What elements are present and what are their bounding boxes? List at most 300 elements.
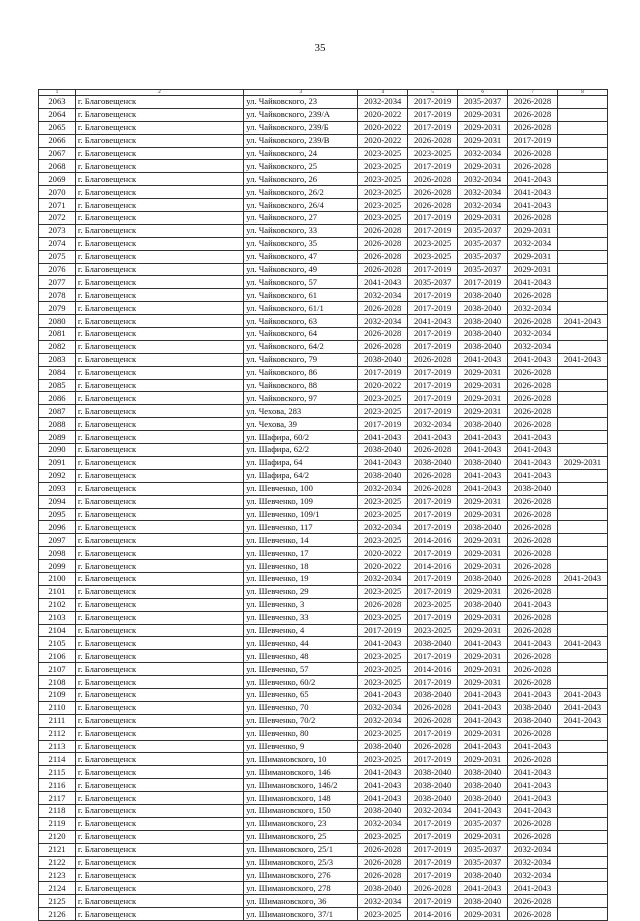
row-number-cell: 2101 bbox=[39, 585, 76, 598]
period-cell: 2026-2028 bbox=[508, 830, 558, 843]
table-row bbox=[39, 199, 608, 212]
city-cell: г. Благовещенск bbox=[75, 766, 243, 779]
period-cell: 2041-2043 bbox=[458, 701, 508, 714]
period-cell: 2041-2043 bbox=[358, 779, 408, 792]
period-cell: 2038-2040 bbox=[358, 882, 408, 895]
period-cell: 2029-2031 bbox=[458, 585, 508, 598]
period-cell: 2041-2043 bbox=[508, 276, 558, 289]
table-row bbox=[39, 328, 608, 341]
period-cell: 2026-2028 bbox=[358, 302, 408, 315]
period-cell: 2041-2043 bbox=[458, 431, 508, 444]
period-cell: 2029-2031 bbox=[508, 263, 558, 276]
period-cell: 2026-2028 bbox=[508, 547, 558, 560]
period-cell: 2017-2019 bbox=[408, 650, 458, 663]
row-number-cell: 2066 bbox=[39, 134, 76, 147]
table-row bbox=[39, 495, 608, 508]
period-cell: 2029-2031 bbox=[458, 366, 508, 379]
period-cell: 2035-2037 bbox=[458, 263, 508, 276]
period-cell bbox=[557, 405, 607, 418]
period-cell: 2038-2040 bbox=[458, 340, 508, 353]
period-cell bbox=[557, 469, 607, 482]
address-cell: ул. Шевченко, 29 bbox=[244, 585, 358, 598]
period-cell: 2041-2043 bbox=[557, 315, 607, 328]
address-cell: ул. Шевченко, 9 bbox=[244, 740, 358, 753]
column-number: 4 bbox=[358, 90, 408, 96]
period-cell: 2017-2019 bbox=[408, 121, 458, 134]
city-cell: г. Благовещенск bbox=[75, 598, 243, 611]
row-number-cell: 2107 bbox=[39, 663, 76, 676]
period-cell: 2026-2028 bbox=[508, 534, 558, 547]
city-cell: г. Благовещенск bbox=[75, 379, 243, 392]
period-cell: 2026-2028 bbox=[508, 212, 558, 225]
period-cell: 2017-2019 bbox=[358, 366, 408, 379]
table-row bbox=[39, 508, 608, 521]
address-cell: ул. Шевченко, 57 bbox=[244, 663, 358, 676]
row-number-cell: 2112 bbox=[39, 727, 76, 740]
period-cell: 2026-2028 bbox=[508, 521, 558, 534]
period-cell: 2026-2028 bbox=[508, 405, 558, 418]
period-cell bbox=[557, 186, 607, 199]
city-cell: г. Благовещенск bbox=[75, 843, 243, 856]
city-cell: г. Благовещенск bbox=[75, 792, 243, 805]
address-cell: ул. Шимановского, 146/2 bbox=[244, 779, 358, 792]
period-cell bbox=[557, 250, 607, 263]
period-cell: 2017-2019 bbox=[408, 830, 458, 843]
period-cell bbox=[557, 302, 607, 315]
address-cell: ул. Чайковского, 239/Б bbox=[244, 121, 358, 134]
address-cell: ул. Шевченко, 4 bbox=[244, 624, 358, 637]
period-cell: 2029-2031 bbox=[557, 456, 607, 469]
table-row bbox=[39, 418, 608, 431]
city-cell: г. Благовещенск bbox=[75, 508, 243, 521]
column-number: 5 bbox=[408, 90, 458, 96]
period-cell: 2017-2019 bbox=[358, 418, 408, 431]
address-cell: ул. Чайковского, 61/1 bbox=[244, 302, 358, 315]
period-cell: 2026-2028 bbox=[508, 585, 558, 598]
page-number: 35 bbox=[314, 42, 326, 54]
row-number-cell: 2069 bbox=[39, 173, 76, 186]
period-cell: 2041-2043 bbox=[408, 315, 458, 328]
period-cell: 2041-2043 bbox=[557, 714, 607, 727]
city-cell: г. Благовещенск bbox=[75, 624, 243, 637]
period-cell: 2032-2034 bbox=[408, 804, 458, 817]
period-cell: 2038-2040 bbox=[358, 469, 408, 482]
period-cell: 2026-2028 bbox=[508, 160, 558, 173]
period-cell: 2041-2043 bbox=[458, 637, 508, 650]
address-cell: ул. Шевченко, 48 bbox=[244, 650, 358, 663]
table-row bbox=[39, 108, 608, 121]
period-cell: 2026-2028 bbox=[408, 714, 458, 727]
address-cell: ул. Шафира, 64 bbox=[244, 456, 358, 469]
period-cell: 2029-2031 bbox=[458, 611, 508, 624]
city-cell: г. Благовещенск bbox=[75, 572, 243, 585]
address-cell: ул. Шевченко, 80 bbox=[244, 727, 358, 740]
address-cell: ул. Шевченко, 109/1 bbox=[244, 508, 358, 521]
period-cell: 2041-2043 bbox=[508, 199, 558, 212]
address-cell: ул. Шимановского, 25/3 bbox=[244, 856, 358, 869]
address-cell: ул. Чайковского, 97 bbox=[244, 392, 358, 405]
address-cell: ул. Чайковского, 27 bbox=[244, 212, 358, 225]
period-cell: 2017-2019 bbox=[408, 108, 458, 121]
row-number-cell: 2100 bbox=[39, 572, 76, 585]
period-cell: 2023-2025 bbox=[358, 663, 408, 676]
table-row bbox=[39, 366, 608, 379]
period-cell: 2017-2019 bbox=[408, 160, 458, 173]
table-row bbox=[39, 147, 608, 160]
period-cell: 2023-2025 bbox=[358, 173, 408, 186]
period-cell bbox=[557, 212, 607, 225]
period-cell bbox=[557, 289, 607, 302]
row-number-cell: 2097 bbox=[39, 534, 76, 547]
period-cell: 2017-2019 bbox=[408, 753, 458, 766]
period-cell: 2041-2043 bbox=[358, 431, 408, 444]
period-cell: 2038-2040 bbox=[358, 444, 408, 457]
period-cell: 2026-2028 bbox=[508, 366, 558, 379]
table-row bbox=[39, 830, 608, 843]
period-cell bbox=[557, 444, 607, 457]
period-cell: 2038-2040 bbox=[408, 766, 458, 779]
period-cell: 2041-2043 bbox=[358, 637, 408, 650]
row-number-cell: 2102 bbox=[39, 598, 76, 611]
period-cell: 2023-2025 bbox=[358, 753, 408, 766]
period-cell: 2029-2031 bbox=[458, 379, 508, 392]
period-cell: 2041-2043 bbox=[408, 431, 458, 444]
city-cell: г. Благовещенск bbox=[75, 804, 243, 817]
period-cell bbox=[557, 366, 607, 379]
table-row bbox=[39, 263, 608, 276]
period-cell: 2041-2043 bbox=[557, 688, 607, 701]
period-cell: 2041-2043 bbox=[358, 276, 408, 289]
row-number-cell: 2124 bbox=[39, 882, 76, 895]
period-cell: 2032-2034 bbox=[458, 186, 508, 199]
address-cell: ул. Шимановского, 150 bbox=[244, 804, 358, 817]
table-row bbox=[39, 456, 608, 469]
table-row bbox=[39, 869, 608, 882]
period-cell bbox=[557, 482, 607, 495]
period-cell: 2032-2034 bbox=[358, 817, 408, 830]
period-cell bbox=[557, 263, 607, 276]
period-cell bbox=[557, 650, 607, 663]
period-cell: 2038-2040 bbox=[458, 302, 508, 315]
city-cell: г. Благовещенск bbox=[75, 482, 243, 495]
address-cell: ул. Шевченко, 44 bbox=[244, 637, 358, 650]
city-cell: г. Благовещенск bbox=[75, 701, 243, 714]
period-cell: 2023-2025 bbox=[358, 186, 408, 199]
address-cell: ул. Шевченко, 33 bbox=[244, 611, 358, 624]
period-cell: 2041-2043 bbox=[358, 766, 408, 779]
period-cell: 2029-2031 bbox=[458, 560, 508, 573]
period-cell: 2038-2040 bbox=[458, 456, 508, 469]
period-cell: 2038-2040 bbox=[458, 895, 508, 908]
period-cell: 2029-2031 bbox=[458, 830, 508, 843]
city-cell: г. Благовещенск bbox=[75, 405, 243, 418]
address-cell: ул. Чайковского, 239/А bbox=[244, 108, 358, 121]
period-cell: 2041-2043 bbox=[508, 431, 558, 444]
period-cell: 2029-2031 bbox=[458, 134, 508, 147]
period-cell: 2017-2019 bbox=[408, 869, 458, 882]
period-cell: 2032-2034 bbox=[508, 328, 558, 341]
period-cell: 2041-2043 bbox=[508, 456, 558, 469]
period-cell bbox=[557, 779, 607, 792]
address-cell: ул. Чайковского, 64 bbox=[244, 328, 358, 341]
period-cell: 2026-2028 bbox=[508, 676, 558, 689]
period-cell: 2041-2043 bbox=[358, 456, 408, 469]
period-cell bbox=[557, 663, 607, 676]
address-cell: ул. Шимановского, 148 bbox=[244, 792, 358, 805]
city-cell: г. Благовещенск bbox=[75, 727, 243, 740]
period-cell: 2026-2028 bbox=[358, 869, 408, 882]
period-cell: 2023-2025 bbox=[358, 534, 408, 547]
table-row bbox=[39, 611, 608, 624]
period-cell: 2041-2043 bbox=[458, 353, 508, 366]
period-cell: 2023-2025 bbox=[358, 392, 408, 405]
row-number-cell: 2110 bbox=[39, 701, 76, 714]
row-number-cell: 2087 bbox=[39, 405, 76, 418]
period-cell bbox=[557, 173, 607, 186]
table-row bbox=[39, 444, 608, 457]
period-cell bbox=[557, 585, 607, 598]
row-number-cell: 2096 bbox=[39, 521, 76, 534]
row-number-cell: 2091 bbox=[39, 456, 76, 469]
row-number-cell: 2113 bbox=[39, 740, 76, 753]
period-cell: 2041-2043 bbox=[557, 701, 607, 714]
period-cell bbox=[557, 521, 607, 534]
period-cell: 2035-2037 bbox=[458, 224, 508, 237]
period-cell: 2041-2043 bbox=[458, 444, 508, 457]
city-cell: г. Благовещенск bbox=[75, 534, 243, 547]
city-cell: г. Благовещенск bbox=[75, 199, 243, 212]
city-cell: г. Благовещенск bbox=[75, 328, 243, 341]
period-cell: 2026-2028 bbox=[358, 340, 408, 353]
period-cell: 2029-2031 bbox=[458, 676, 508, 689]
city-cell: г. Благовещенск bbox=[75, 753, 243, 766]
period-cell: 2023-2025 bbox=[408, 250, 458, 263]
row-number-cell: 2074 bbox=[39, 237, 76, 250]
period-cell: 2032-2034 bbox=[508, 856, 558, 869]
city-cell: г. Благовещенск bbox=[75, 237, 243, 250]
period-cell bbox=[557, 727, 607, 740]
row-number-cell: 2082 bbox=[39, 340, 76, 353]
period-cell: 2023-2025 bbox=[358, 212, 408, 225]
address-cell: ул. Чайковского, 26 bbox=[244, 173, 358, 186]
period-cell: 2026-2028 bbox=[408, 740, 458, 753]
period-cell: 2041-2043 bbox=[458, 714, 508, 727]
address-cell: ул. Чайковского, 23 bbox=[244, 96, 358, 109]
city-cell: г. Благовещенск bbox=[75, 714, 243, 727]
period-cell: 2023-2025 bbox=[358, 676, 408, 689]
period-cell bbox=[557, 753, 607, 766]
city-cell: г. Благовещенск bbox=[75, 366, 243, 379]
table-row bbox=[39, 908, 608, 921]
table-row bbox=[39, 276, 608, 289]
period-cell: 2041-2043 bbox=[557, 637, 607, 650]
city-cell: г. Благовещенск bbox=[75, 392, 243, 405]
column-number: 6 bbox=[458, 90, 508, 96]
period-cell: 2041-2043 bbox=[508, 637, 558, 650]
period-cell: 2026-2028 bbox=[508, 611, 558, 624]
table-row bbox=[39, 663, 608, 676]
city-cell: г. Благовещенск bbox=[75, 830, 243, 843]
period-cell: 2029-2031 bbox=[458, 663, 508, 676]
period-cell: 2017-2019 bbox=[408, 817, 458, 830]
period-cell: 2038-2040 bbox=[458, 315, 508, 328]
period-cell: 2017-2019 bbox=[408, 572, 458, 585]
period-cell bbox=[557, 598, 607, 611]
period-cell: 2026-2028 bbox=[408, 701, 458, 714]
period-cell bbox=[557, 418, 607, 431]
row-number-cell: 2117 bbox=[39, 792, 76, 805]
period-cell: 2038-2040 bbox=[458, 779, 508, 792]
period-cell bbox=[557, 534, 607, 547]
period-cell: 2017-2019 bbox=[408, 495, 458, 508]
period-cell bbox=[557, 547, 607, 560]
table-row bbox=[39, 688, 608, 701]
period-cell: 2041-2043 bbox=[508, 779, 558, 792]
period-cell: 2041-2043 bbox=[508, 766, 558, 779]
period-cell: 2020-2022 bbox=[358, 379, 408, 392]
period-cell: 2017-2019 bbox=[408, 676, 458, 689]
city-cell: г. Благовещенск bbox=[75, 560, 243, 573]
period-cell: 2026-2028 bbox=[358, 328, 408, 341]
address-cell: ул. Чайковского, 33 bbox=[244, 224, 358, 237]
city-cell: г. Благовещенск bbox=[75, 688, 243, 701]
city-cell: г. Благовещенск bbox=[75, 315, 243, 328]
period-cell: 2026-2028 bbox=[508, 147, 558, 160]
period-cell: 2023-2025 bbox=[358, 147, 408, 160]
address-cell: ул. Чайковского, 26/2 bbox=[244, 186, 358, 199]
city-cell: г. Благовещенск bbox=[75, 121, 243, 134]
column-number: 2 bbox=[75, 90, 243, 96]
table-row bbox=[39, 482, 608, 495]
period-cell: 2035-2037 bbox=[458, 817, 508, 830]
period-cell bbox=[557, 147, 607, 160]
row-number-cell: 2090 bbox=[39, 444, 76, 457]
address-cell: ул. Шафира, 62/2 bbox=[244, 444, 358, 457]
row-number-cell: 2084 bbox=[39, 366, 76, 379]
period-cell: 2023-2025 bbox=[408, 147, 458, 160]
period-cell: 2014-2016 bbox=[408, 908, 458, 921]
column-number: 1 bbox=[39, 90, 76, 96]
period-cell: 2029-2031 bbox=[458, 212, 508, 225]
address-cell: ул. Шевченко, 14 bbox=[244, 534, 358, 547]
period-cell: 2032-2034 bbox=[358, 521, 408, 534]
period-cell: 2023-2025 bbox=[358, 508, 408, 521]
period-cell: 2035-2037 bbox=[458, 843, 508, 856]
period-cell: 2029-2031 bbox=[458, 727, 508, 740]
period-cell: 2020-2022 bbox=[358, 121, 408, 134]
period-cell: 2017-2019 bbox=[408, 895, 458, 908]
address-cell: ул. Шевченко, 100 bbox=[244, 482, 358, 495]
table-row bbox=[39, 650, 608, 663]
period-cell: 2026-2028 bbox=[508, 650, 558, 663]
period-cell: 2026-2028 bbox=[508, 753, 558, 766]
period-cell: 2026-2028 bbox=[508, 624, 558, 637]
table-row bbox=[39, 701, 608, 714]
address-cell: ул. Шевченко, 70/2 bbox=[244, 714, 358, 727]
city-cell: г. Благовещенск bbox=[75, 456, 243, 469]
row-number-cell: 2115 bbox=[39, 766, 76, 779]
address-cell: ул. Чайковского, 26/4 bbox=[244, 199, 358, 212]
table-row bbox=[39, 534, 608, 547]
period-cell: 2026-2028 bbox=[508, 495, 558, 508]
address-cell: ул. Чайковского, 47 bbox=[244, 250, 358, 263]
city-cell: г. Благовещенск bbox=[75, 186, 243, 199]
period-cell: 2038-2040 bbox=[358, 804, 408, 817]
row-number-cell: 2080 bbox=[39, 315, 76, 328]
row-number-cell: 2081 bbox=[39, 328, 76, 341]
table-row bbox=[39, 237, 608, 250]
period-cell: 2017-2019 bbox=[408, 405, 458, 418]
period-cell bbox=[557, 830, 607, 843]
city-cell: г. Благовещенск bbox=[75, 740, 243, 753]
row-number-cell: 2104 bbox=[39, 624, 76, 637]
address-cell: ул. Шимановского, 25/1 bbox=[244, 843, 358, 856]
address-cell: ул. Чайковского, 24 bbox=[244, 147, 358, 160]
period-cell: 2017-2019 bbox=[408, 508, 458, 521]
period-cell: 2026-2028 bbox=[508, 908, 558, 921]
table-row bbox=[39, 521, 608, 534]
row-number-cell: 2065 bbox=[39, 121, 76, 134]
table-row bbox=[39, 856, 608, 869]
period-cell: 2041-2043 bbox=[458, 688, 508, 701]
row-number-cell: 2068 bbox=[39, 160, 76, 173]
period-cell: 2014-2016 bbox=[408, 534, 458, 547]
period-cell: 2026-2028 bbox=[408, 173, 458, 186]
address-cell: ул. Шевченко, 65 bbox=[244, 688, 358, 701]
period-cell: 2026-2028 bbox=[358, 843, 408, 856]
city-cell: г. Благовещенск bbox=[75, 108, 243, 121]
city-cell: г. Благовещенск bbox=[75, 469, 243, 482]
period-cell bbox=[557, 508, 607, 521]
city-cell: г. Благовещенск bbox=[75, 96, 243, 109]
city-cell: г. Благовещенск bbox=[75, 908, 243, 921]
period-cell: 2026-2028 bbox=[508, 379, 558, 392]
table-row bbox=[39, 173, 608, 186]
period-cell bbox=[557, 869, 607, 882]
period-cell bbox=[557, 560, 607, 573]
period-cell: 2017-2019 bbox=[408, 212, 458, 225]
city-cell: г. Благовещенск bbox=[75, 637, 243, 650]
period-cell: 2017-2019 bbox=[508, 134, 558, 147]
period-cell bbox=[557, 495, 607, 508]
period-cell: 2032-2034 bbox=[358, 482, 408, 495]
table-row bbox=[39, 353, 608, 366]
period-cell: 2023-2025 bbox=[408, 624, 458, 637]
city-cell: г. Благовещенск bbox=[75, 276, 243, 289]
row-number-cell: 2095 bbox=[39, 508, 76, 521]
period-cell: 2023-2025 bbox=[358, 495, 408, 508]
row-number-cell: 2111 bbox=[39, 714, 76, 727]
table-row bbox=[39, 224, 608, 237]
address-cell: ул. Шевченко, 109 bbox=[244, 495, 358, 508]
city-cell: г. Благовещенск bbox=[75, 585, 243, 598]
address-cell: ул. Чайковского, 239/В bbox=[244, 134, 358, 147]
period-cell: 2041-2043 bbox=[508, 804, 558, 817]
city-cell: г. Благовещенск bbox=[75, 250, 243, 263]
period-cell: 2029-2031 bbox=[458, 753, 508, 766]
period-cell bbox=[557, 817, 607, 830]
table-row bbox=[39, 160, 608, 173]
period-cell: 2023-2025 bbox=[358, 405, 408, 418]
row-number-cell: 2086 bbox=[39, 392, 76, 405]
city-cell: г. Благовещенск bbox=[75, 224, 243, 237]
period-cell: 2026-2028 bbox=[508, 315, 558, 328]
period-cell: 2032-2034 bbox=[408, 418, 458, 431]
period-cell: 2023-2025 bbox=[358, 650, 408, 663]
row-number-cell: 2126 bbox=[39, 908, 76, 921]
period-cell bbox=[557, 431, 607, 444]
period-cell: 2041-2043 bbox=[458, 482, 508, 495]
